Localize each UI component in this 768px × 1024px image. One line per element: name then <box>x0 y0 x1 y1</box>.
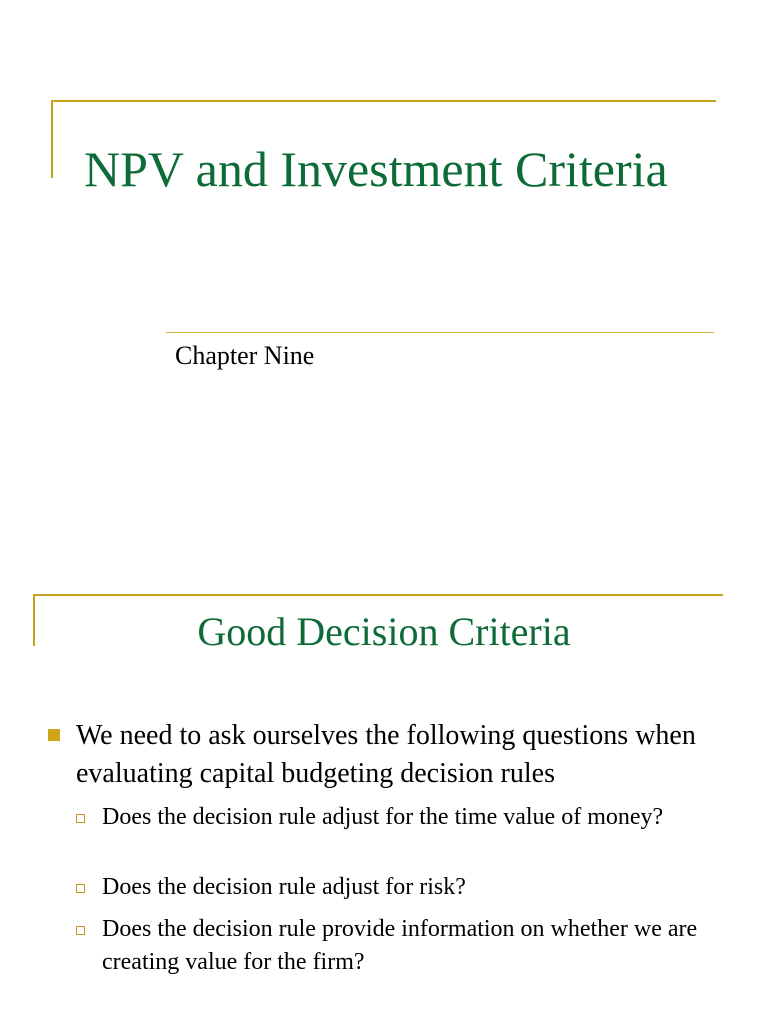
hollow-square-icon <box>76 884 85 893</box>
filled-square-icon <box>48 729 60 741</box>
frame-top-rule <box>33 594 723 596</box>
slide-title-heading: NPV and Investment Criteria <box>84 141 668 197</box>
sub-bullet-item: Does the decision rule provide information on whether we are creating value for the firm? <box>102 916 698 975</box>
slide-good-decision-criteria <box>0 512 768 1024</box>
sub-bullet-item: Does the decision rule adjust for the time value of money? <box>102 804 664 830</box>
sub-bullet-item: Does the decision rule adjust for risk? <box>102 874 466 900</box>
slide-heading: Good Decision Criteria <box>197 609 571 654</box>
frame-top-rule <box>51 100 716 102</box>
slide-subtitle: Chapter Nine <box>175 341 315 370</box>
hollow-square-icon <box>76 926 85 935</box>
hollow-square-icon <box>76 814 85 823</box>
subtitle-divider <box>166 332 714 333</box>
bullet-item: We need to ask ourselves the following questions when evaluating capital budgeting decision rules <box>76 720 696 789</box>
frame-left-rule <box>51 100 53 178</box>
